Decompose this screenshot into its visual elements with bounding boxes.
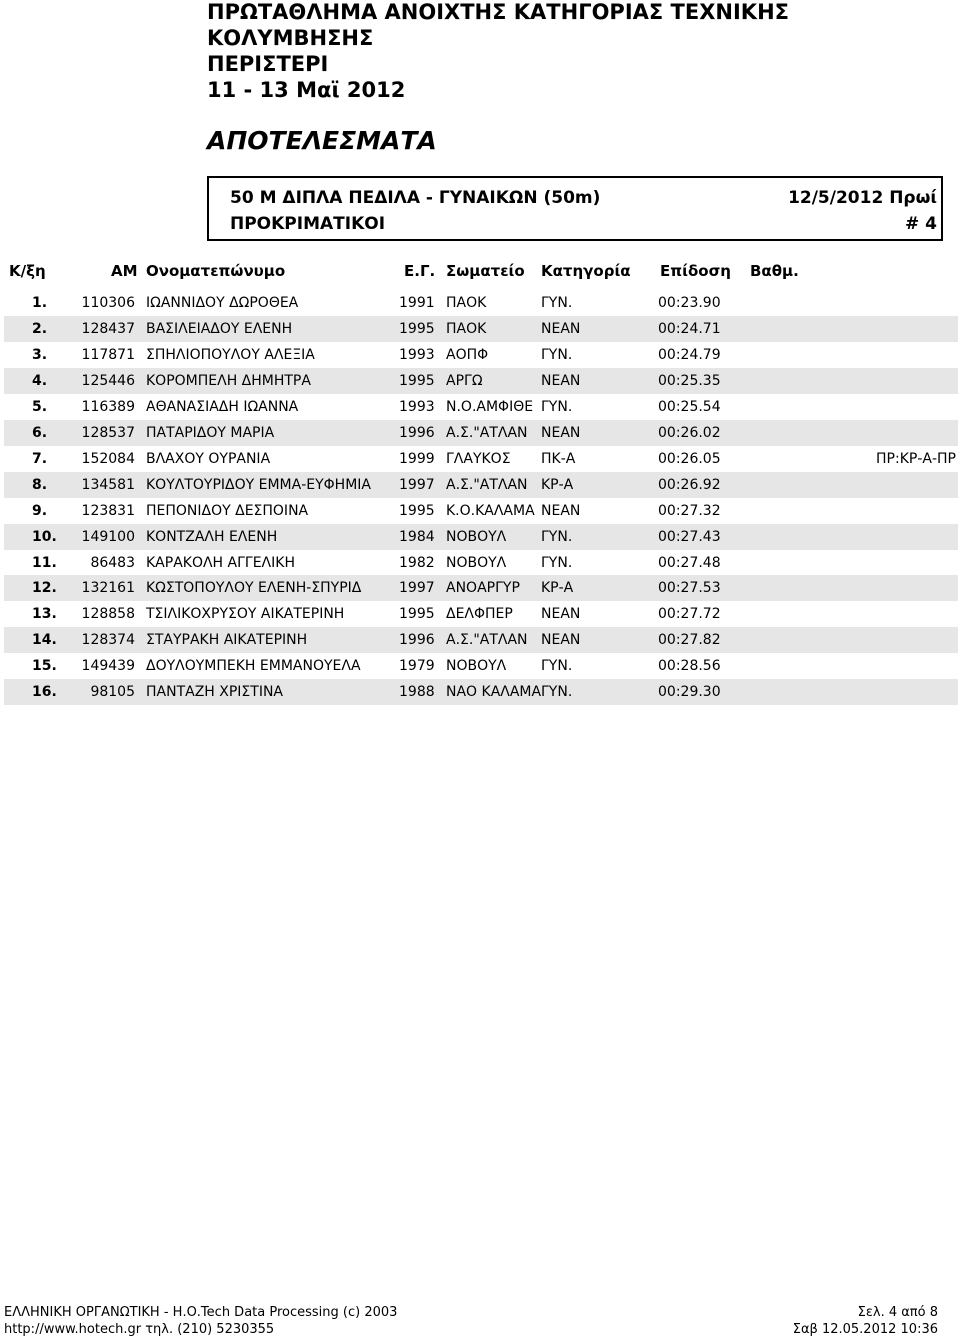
club-cell: ΠΑΟΚ [446,295,487,311]
rank-cell: 14. [32,632,57,649]
birth-year-cell: 1996 [399,424,435,441]
time-cell: 00:27.32 [658,502,721,519]
table-row [4,420,958,446]
name-cell: ΠΕΠΟΝΙΔΟΥ ΔΕΣΠΟΙΝΑ [146,502,309,519]
club-cell: ΝΑΟ ΚΑΛΑΜΑ [446,684,541,701]
time-cell: 00:27.53 [658,580,721,597]
birth-year-cell: 1988 [399,684,435,701]
time-cell: 00:26.02 [658,424,721,441]
col-am-header: ΑΜ [111,262,138,280]
event-dates: 11 - 13 Μαϊ 2012 [207,78,406,102]
club-cell: Α.Σ."ΑΤΛΑΝ [446,632,528,649]
club-cell: ΝΟΒΟΥΛ [446,528,507,545]
name-cell: ΤΣΙΛΙΚΟΧΡΥΣΟΥ ΑΙΚΑΤΕΡΙΝΗ [146,606,345,623]
time-cell: 00:23.90 [658,295,721,311]
rank-cell: 3. [32,346,48,363]
name-cell: ΣΠΗΛΙΟΠΟΥΛΟΥ ΑΛΕΞΙΑ [146,346,315,363]
club-cell: ΑΡΓΩ [446,372,483,389]
footer-contact: http://www.hotech.gr τηλ. (210) 5230355 [4,1322,275,1337]
club-cell: ΑΟΠΦ [446,346,489,363]
rank-cell: 16. [32,684,57,701]
time-cell: 00:27.48 [658,554,721,571]
am-cell: 134581 [81,476,135,493]
birth-year-cell: 1982 [399,554,435,571]
name-cell: ΚΩΣΤΟΠΟΥΛΟΥ ΕΛΕΝΗ-ΣΠΥΡΙΔ [146,580,362,597]
birth-year-cell: 1993 [399,346,435,363]
birth-year-cell: 1991 [399,295,435,311]
am-cell: 152084 [81,450,135,467]
category-cell: ΝΕΑΝ [541,632,581,649]
birth-year-cell: 1997 [399,580,435,597]
club-cell: Α.Σ."ΑΤΛΑΝ [446,476,528,493]
category-cell: ΓΥΝ. [541,554,573,571]
note-cell: ΠΡ:ΚΡ-Α-ΠΡ [876,450,956,467]
club-cell: Α.Σ."ΑΤΛΑΝ [446,424,528,441]
table-row [4,627,958,653]
name-cell: ΣΤΑΥΡΑΚΗ ΑΙΚΑΤΕΡΙΝΗ [146,632,308,649]
col-year-header: Ε.Γ. [404,262,436,280]
name-cell: ΚΟΥΛΤΟΥΡΙΔΟΥ ΕΜΜΑ-ΕΥΦΗΜΙΑ [146,476,371,493]
name-cell: ΒΛΑΧΟΥ ΟΥΡΑΝΙΑ [146,450,271,467]
footer-page-number: Σελ. 4 από 8 [857,1305,938,1320]
event-name: 50 Μ ΔΙΠΛΑ ΠΕΔΙΛΑ - ΓΥΝΑΙΚΩΝ (50m) [230,188,601,208]
name-cell: ΚΑΡΑΚΟΛΗ ΑΓΓΕΛΙΚΗ [146,554,295,571]
event-datetime: 12/5/2012 Πρωί [788,188,937,208]
table-row [4,316,958,342]
rank-cell: 4. [32,372,48,389]
table-row [4,679,958,705]
category-cell: ΝΕΑΝ [541,320,581,337]
event-info-box [207,176,943,241]
am-cell: 86483 [90,554,135,571]
table-row [4,394,958,420]
club-cell: Ν.Ο.ΑΜΦΙΘΕ [446,398,534,415]
time-cell: 00:29.30 [658,684,721,701]
am-cell: 128537 [81,424,135,441]
am-cell: 116389 [81,398,135,415]
col-name-header: Ονοματεπώνυμο [146,262,286,280]
heat-number: # 4 [905,214,937,234]
club-cell: Κ.Ο.ΚΑΛΑΜΑ [446,502,535,519]
event-round: ΠΡΟΚΡΙΜΑΤΙΚΟΙ [230,214,386,234]
category-cell: ΚΡ-Α [541,476,574,493]
table-row [4,342,958,368]
rank-cell: 8. [32,476,48,493]
am-cell: 125446 [81,372,135,389]
am-cell: 132161 [81,580,135,597]
table-row [4,368,958,394]
am-cell: 149100 [81,528,135,545]
am-cell: 128374 [81,632,135,649]
birth-year-cell: 1995 [399,606,435,623]
table-row [4,498,958,524]
name-cell: ΠΑΝΤΑΖΗ ΧΡΙΣΤΙΝΑ [146,684,284,701]
category-cell: ΚΡ-Α [541,580,574,597]
col-time-header: Επίδοση [660,262,731,280]
am-cell: 128437 [81,320,135,337]
time-cell: 00:26.05 [658,450,721,467]
category-cell: ΓΥΝ. [541,658,573,675]
category-cell: ΓΥΝ. [541,295,573,311]
time-cell: 00:28.56 [658,658,721,675]
table-row [4,472,958,498]
birth-year-cell: 1993 [399,398,435,415]
table-row [4,550,958,576]
category-cell: ΝΕΑΝ [541,502,581,519]
name-cell: ΔΟΥΛΟΥΜΠΕΚΗ ΕΜΜΑΝΟΥΕΛΑ [146,658,361,675]
name-cell: ΠΑΤΑΡΙΔΟΥ ΜΑΡΙΑ [146,424,275,441]
rank-cell: 12. [32,580,57,597]
category-cell: ΓΥΝ. [541,398,573,415]
time-cell: 00:27.82 [658,632,721,649]
footer-print-timestamp: Σαβ 12.05.2012 10:36 [792,1322,938,1337]
col-points-header: Βαθμ. [750,262,799,280]
footer-organizer: ΕΛΛΗΝΙΚΗ ΟΡΓΑΝΩΤΙΚΗ - Η.Ο.Tech Data Processing (c) 2003 [4,1305,398,1320]
rank-cell: 7. [32,450,48,467]
time-cell: 00:26.92 [658,476,721,493]
name-cell: ΚΟΝΤΖΑΛΗ ΕΛΕΝΗ [146,528,278,545]
club-cell: ΠΑΟΚ [446,320,487,337]
club-cell: ΔΕΛΦΠΕΡ [446,606,513,623]
category-cell: ΓΥΝ. [541,346,573,363]
time-cell: 00:25.35 [658,372,721,389]
rank-cell: 2. [32,320,48,337]
table-row [4,575,958,601]
name-cell: ΙΩΑΝΝΙΔΟΥ ΔΩΡΟΘΕΑ [146,295,299,311]
rank-cell: 10. [32,528,57,545]
category-cell: ΝΕΑΝ [541,372,581,389]
time-cell: 00:25.54 [658,398,721,415]
am-cell: 123831 [81,502,135,519]
category-cell: ΝΕΑΝ [541,424,581,441]
rank-cell: 6. [32,424,48,441]
time-cell: 00:24.79 [658,346,721,363]
rank-cell: 11. [32,554,57,571]
am-cell: 149439 [81,658,135,675]
championship-title-line1: ΠΡΩΤΑΘΛΗΜΑ ΑΝΟΙΧΤΗΣ ΚΑΤΗΓΟΡΙΑΣ ΤΕΧΝΙΚΗΣ [207,0,789,24]
birth-year-cell: 1984 [399,528,435,545]
name-cell: ΑΘΑΝΑΣΙΑΔΗ ΙΩΑΝΝΑ [146,398,299,415]
time-cell: 00:27.43 [658,528,721,545]
col-category-header: Κατηγορία [541,262,631,280]
birth-year-cell: 1997 [399,476,435,493]
rank-cell: 1. [32,295,48,311]
rank-cell: 5. [32,398,48,415]
birth-year-cell: 1995 [399,372,435,389]
rank-cell: 9. [32,502,48,519]
am-cell: 117871 [81,346,135,363]
category-cell: ΓΥΝ. [541,528,573,545]
birth-year-cell: 1979 [399,658,435,675]
birth-year-cell: 1996 [399,632,435,649]
time-cell: 00:27.72 [658,606,721,623]
club-cell: ΑΝΟΑΡΓΥΡ [446,580,520,597]
name-cell: ΒΑΣΙΛΕΙΑΔΟΥ ΕΛΕΝΗ [146,320,293,337]
club-cell: ΝΟΒΟΥΛ [446,554,507,571]
name-cell: ΚΟΡΟΜΠΕΛΗ ΔΗΜΗΤΡΑ [146,372,311,389]
birth-year-cell: 1995 [399,502,435,519]
birth-year-cell: 1995 [399,320,435,337]
am-cell: 98105 [90,684,135,701]
club-cell: ΝΟΒΟΥΛ [446,658,507,675]
table-row [4,601,958,627]
birth-year-cell: 1999 [399,450,435,467]
venue: ΠΕΡΙΣΤΕΡΙ [207,52,329,76]
time-cell: 00:24.71 [658,320,721,337]
club-cell: ΓΛΑΥΚΟΣ [446,450,511,467]
championship-title-line2: ΚΟΛΥΜΒΗΣΗΣ [207,26,374,50]
col-club-header: Σωματείο [446,262,525,280]
category-cell: ΝΕΑΝ [541,606,581,623]
table-row [4,524,958,550]
table-row [4,446,958,472]
col-rank-header: Κ/ξη [9,262,46,280]
am-cell: 110306 [81,295,135,311]
category-cell: ΓΥΝ. [541,684,573,701]
category-cell: ΠΚ-Α [541,450,576,467]
table-row [4,290,958,316]
am-cell: 128858 [81,606,135,623]
rank-cell: 15. [32,658,57,675]
table-row [4,653,958,679]
rank-cell: 13. [32,606,57,623]
results-title: ΑΠΟΤΕΛΕΣΜΑΤΑ [207,126,437,155]
